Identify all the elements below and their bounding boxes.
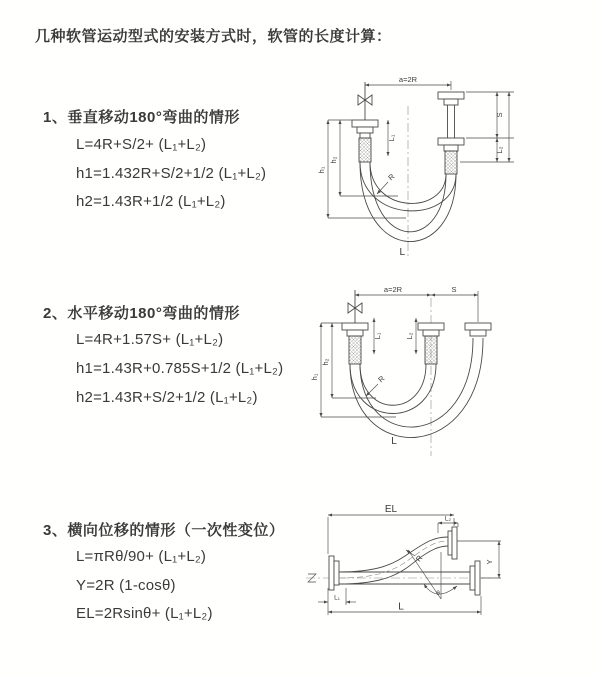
dimension-lines — [318, 515, 501, 615]
section-1-heading: 1、垂直移动180°弯曲的情形 — [43, 109, 240, 126]
flange-upper-displaced — [448, 527, 457, 559]
valve-icon — [358, 82, 372, 120]
flange-left — [329, 556, 339, 590]
flange-right-lower — [438, 138, 464, 151]
diagram-horizontal-180-bend — [308, 280, 590, 470]
hose-s-curve — [339, 537, 448, 584]
dim-label-l1: L₁ — [334, 594, 340, 602]
section-3-formula-l: L=πRθ/90+ (L₁+L₂) — [76, 548, 207, 565]
section-2-formula-h1: h1=1.43R+0.785S+1/2 (L₁+L₂) — [76, 360, 284, 377]
braided-hose-left — [349, 336, 361, 364]
dim-label-a2r: a=2R — [398, 75, 418, 84]
braided-hose-right — [445, 151, 457, 174]
dim-label-h1: h₁ — [317, 166, 326, 174]
diagram-lateral-displacement — [298, 500, 600, 650]
section-1-formula-l: L=4R+S/2+ (L₁+L₂) — [76, 136, 207, 153]
section-2-heading: 2、水平移动180°弯曲的情形 — [43, 305, 240, 322]
dim-label-s: S — [495, 112, 504, 118]
dim-label-l: L — [399, 247, 405, 258]
flange-left — [352, 120, 378, 138]
dim-label-l1: L₁ — [387, 134, 396, 142]
flange-right-upper — [438, 92, 464, 105]
dim-label-r: R — [376, 373, 387, 385]
dim-label-h2: h₂ — [329, 156, 338, 164]
section-2-formula-h2: h2=1.43R+S/2+1/2 (L₁+L₂) — [76, 389, 258, 406]
flange-middle — [418, 323, 444, 336]
dim-label-s: S — [451, 285, 457, 294]
flange-right — [465, 323, 491, 336]
page-title: 几种软管运动型式的安装方式时，软管的长度计算： — [35, 28, 392, 45]
dimension-lines — [321, 291, 478, 417]
dimension-lines — [328, 81, 514, 218]
section-2-formula-l: L=4R+1.57S+ (L₁+L₂) — [76, 331, 224, 348]
section-3-heading: 3、横向位移的情形（一次性变位） — [43, 522, 285, 539]
dim-label-a2r: a=2R — [383, 285, 403, 294]
dim-label-l2: L₂ — [444, 515, 452, 523]
dim-label-l: L — [391, 436, 397, 447]
diagram-vertical-180-bend — [308, 70, 590, 262]
section-3-formula-el: EL=2Rsinθ+ (L₁+L₂) — [76, 605, 213, 622]
dim-label-theta: θ — [436, 590, 440, 597]
section-3-formula-y: Y=2R (1-cosθ) — [76, 577, 176, 594]
braided-hose-middle — [425, 336, 437, 364]
dim-label-el: EL — [384, 504, 398, 515]
dim-label-l1: L₁ — [373, 332, 382, 340]
flange-right-original — [470, 561, 480, 595]
dim-label-l2: L₂ — [495, 146, 504, 154]
hose-curves — [350, 338, 483, 438]
dim-label-h2: h₂ — [321, 358, 330, 366]
braided-hose-left — [359, 138, 371, 162]
section-1-formula-h2: h2=1.43R+1/2 (L₁+L₂) — [76, 193, 226, 210]
dim-label-r: R — [413, 553, 425, 564]
dim-label-y: Y — [485, 559, 494, 565]
dim-label-r: R — [386, 171, 397, 183]
dim-label-l: L — [398, 601, 404, 613]
flange-left — [342, 323, 368, 336]
dim-label-h1: h₁ — [310, 373, 319, 381]
section-1-formula-h1: h1=1.432R+S/2+1/2 (L₁+L₂) — [76, 165, 267, 182]
dim-label-l2: L₂ — [405, 332, 414, 340]
